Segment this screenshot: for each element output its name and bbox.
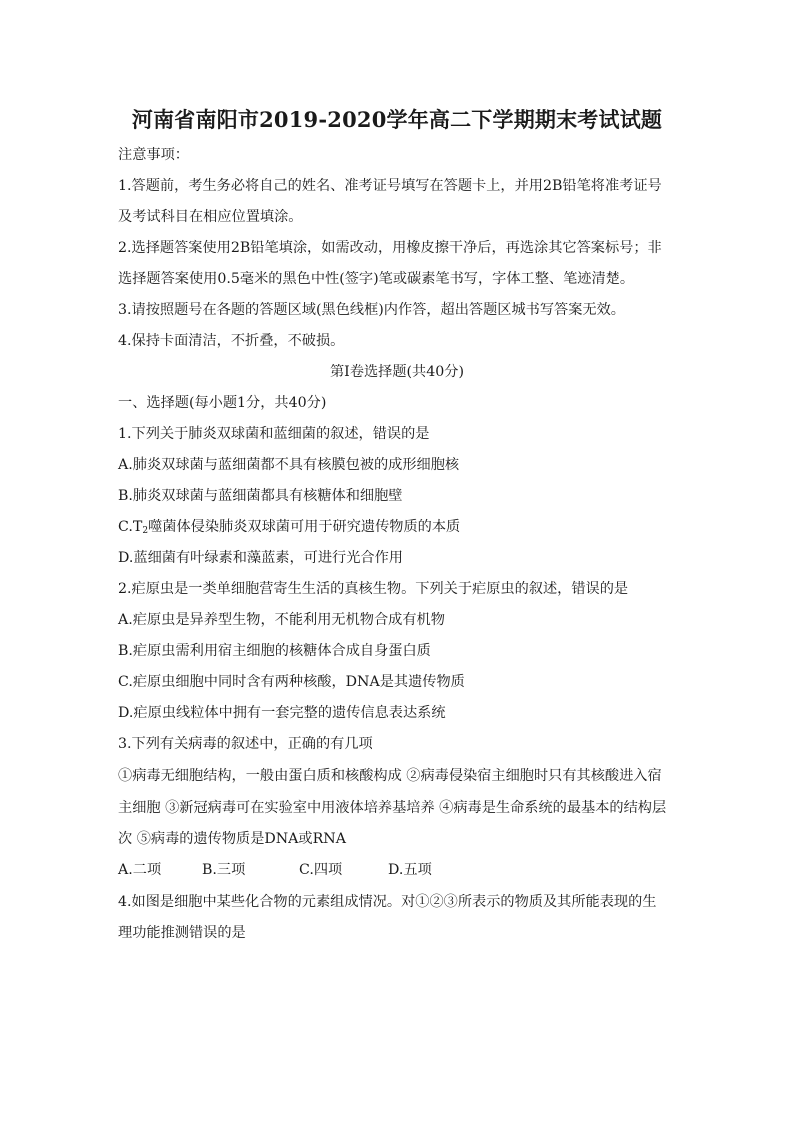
question-1-option-a: A.肺炎双球菌与蓝细菌都不具有核膜包被的成形细胞核 — [118, 457, 460, 473]
notice-line: 选择题答案使用0.5毫米的黑色中性(签字)笔或碳素笔书写，字体工整、笔迹清楚。 — [118, 271, 635, 287]
notice-heading: 注意事项： — [118, 147, 189, 163]
question-2-option-d: D.疟原虫线粒体中拥有一套完整的遗传信息表达系统 — [118, 705, 446, 721]
question-1-option-d: D.蓝细菌有叶绿素和藻蓝素，可进行光合作用 — [118, 550, 403, 566]
notice-line: 2.选择题答案使用2B铅笔填涂，如需改动，用橡皮擦干净后，再选涂其它答案标号；非 — [118, 240, 662, 256]
question-4-stem-cont: 理功能推测错误的是 — [118, 925, 246, 941]
volume-heading: 第Ⅰ卷选择题(共40分) — [329, 364, 465, 380]
question-1-stem: 1.下列关于肺炎双球菌和蓝细菌的叙述，错误的是 — [118, 426, 430, 442]
question-3-option-d: D.五项 — [388, 862, 432, 878]
question-3-options — [118, 860, 432, 880]
question-4-stem: 4.如图是细胞中某些化合物的元素组成情况。对①②③所表示的物质及其所能表现的生 — [118, 894, 657, 910]
question-3-option-a: A.二项 — [118, 862, 162, 878]
notice-line: 4.保持卡面清洁，不折叠，不破损。 — [118, 333, 345, 349]
option-c-prefix: C.T — [118, 519, 143, 535]
notice-line: 3.请按照题号在各题的答题区域(黑色线框)内作答，超出答题区城书写答案无效。 — [118, 302, 625, 318]
question-1-option-b: B.肺炎双球菌与蓝细菌都具有核糖体和细胞壁 — [118, 488, 403, 504]
question-3-statement-line: 主细胞 ③新冠病毒可在实验室中用液体培养基培养 ④病毒是生命系统的最基本的结构层 — [118, 800, 667, 816]
notice-line: 1.答题前，考生务必将自己的姓名、准考证号填写在答题卡上，并用2B铅笔将准考证号 — [118, 178, 662, 194]
question-3-stem: 3.下列有关病毒的叙述中，正确的有几项 — [118, 736, 373, 752]
question-2-option-a: A.疟原虫是异养型生物，不能利用无机物合成有机物 — [118, 612, 445, 628]
question-3-statement-line: ①病毒无细胞结构，一般由蛋白质和核酸构成 ②病毒侵染宿主细胞时只有其核酸进入宿 — [118, 768, 662, 784]
question-1-option-c — [118, 517, 460, 541]
question-3-statement-line: 次 ⑤病毒的遗传物质是DNA或RNA — [118, 831, 346, 847]
notice-line: 及考试科目在相应位置填涂。 — [118, 209, 303, 225]
exam-title: 河南省南阳市2019-2020学年高二下学期期末考试试题 — [131, 107, 663, 132]
question-2-option-b: B.疟原虫需利用宿主细胞的核糖体合成自身蛋白质 — [118, 643, 431, 659]
question-2-option-c: C.疟原虫细胞中同时含有两种核酸，DNA是其遗传物质 — [118, 674, 465, 690]
option-c-subscript: 2 — [142, 526, 149, 536]
option-c-text: 噬菌体侵染肺炎双球菌可用于研究遗传物质的本质 — [148, 519, 461, 535]
question-3-option-c: C.四项 — [299, 862, 343, 878]
question-2-stem: 2.疟原虫是一类单细胞营寄生生活的真核生物。下列关于疟原虫的叙述，错误的是 — [118, 581, 629, 597]
question-3-option-b: B.三项 — [202, 862, 246, 878]
section-heading: 一、选择题(每小题1分，共40分) — [118, 395, 327, 411]
